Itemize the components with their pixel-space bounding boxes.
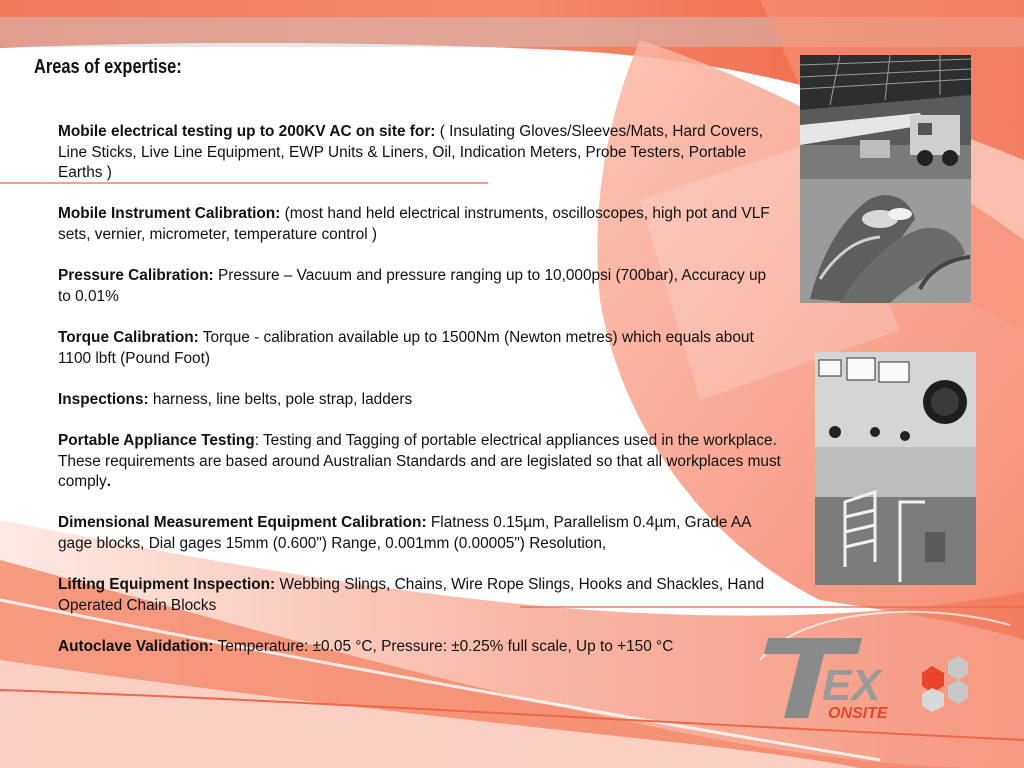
logo-subtext: ONSITE [828,705,888,722]
section-lifting-equipment [58,575,783,616]
section-text: ( Insulating Gloves/Sleeves/Mats, Hard Covers, Line Sticks, Live Line Equipment, EWP Units & Liners, Oil, Indication Meters, Probe Testers, Portable Earths ) [58,123,764,182]
section-portable-appliance-testing [58,431,783,493]
section-text: Webbing Slings, Chains, Wire Rope Slings, Hooks and Shackles, Hand Operated Chain Blocks [58,576,765,614]
section-label: Pressure Calibration: [58,267,214,285]
section-text: harness, line belts, pole strap, ladders [148,390,413,408]
section-inspections [58,390,783,411]
section-mobile-electrical-testing [58,122,783,184]
section-instrument-calibration [58,204,783,245]
insulating-gloves-photo [800,179,971,303]
page-title: Areas of expertise: [34,56,182,78]
section-text: Temperature: ±0.05 °C, Pressure: ±0.25% full scale, Up to +150 °C [213,637,674,655]
section-text: (most hand held electrical instruments, oscilloscopes, high pot and VLF sets, vernier, micrometer, temperature control ) [58,205,770,243]
expertise-list [58,122,783,678]
tex-onsite-logo [750,628,980,728]
section-torque-calibration [58,328,783,369]
section-dimensional-measurement [58,513,783,554]
section-label: Dimensional Measurement Equipment Calibration: [58,514,427,532]
section-label: Lifting Equipment Inspection: [58,576,276,594]
section-label: Mobile Instrument Calibration: [58,205,281,223]
section-tail: . [106,473,112,491]
ewp-crane-photo [800,55,971,179]
section-label: Torque Calibration: [58,328,199,346]
logo-text: EX [822,661,881,710]
section-label: Portable Appliance Testing [58,431,255,449]
section-text: Torque - calibration available up to 1500Nm (Newton metres) which equals about 1100 lbft (Pound Foot) [58,328,754,367]
section-label: Mobile electrical testing up to 200KV AC on site for: [58,123,436,140]
test-equipment-photo [815,352,976,585]
section-label: Inspections: [58,390,149,408]
section-text: Pressure – Vacuum and pressure ranging up to 10,000psi (700bar), Accuracy up to 0.01% [58,267,767,305]
section-text: : Testing and Tagging of portable electrical appliances used in the workplace. These requirements are based around Australian Standards and are legislated so that all workplaces must comply [58,431,781,491]
section-pressure-calibration [58,266,783,307]
section-autoclave-validation [58,637,783,658]
section-label: Autoclave Validation: [58,637,214,655]
section-text: Flatness 0.15µm, Parallelism 0.4µm, Grade AA gage blocks, Dial gages 15mm (0.600") Range, 0.001mm (0.00005") Resolution, [58,514,751,552]
